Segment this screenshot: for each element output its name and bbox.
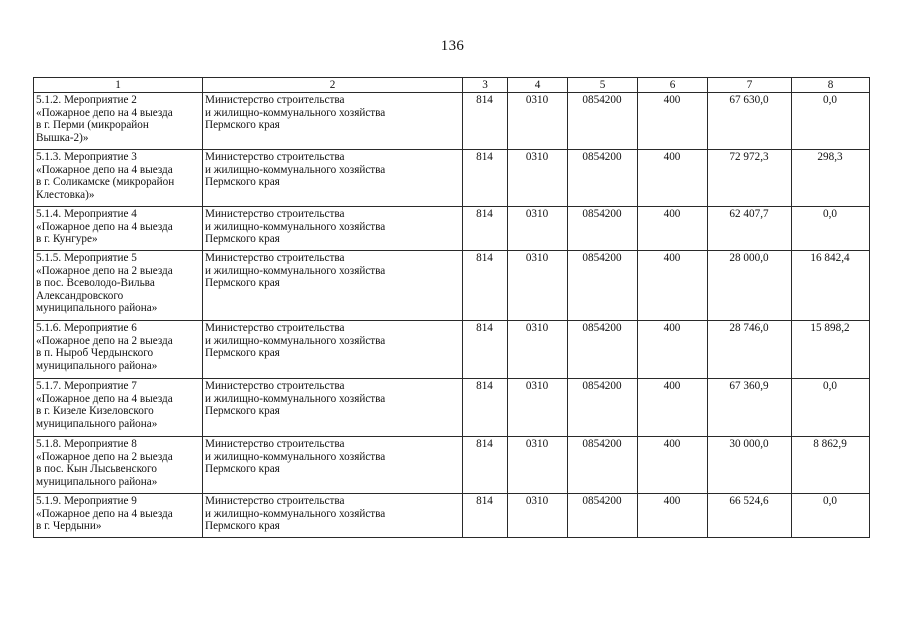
amount-cell-7: 28 746,0 bbox=[708, 321, 792, 379]
amount-cell-7: 62 407,7 bbox=[708, 207, 792, 251]
department-cell: Министерство строительства и жилищно-коммунального хозяйства Пермского края bbox=[203, 494, 463, 538]
header-cell-5: 5 bbox=[568, 78, 638, 93]
activity-name-cell: 5.1.5. Мероприятие 5 «Пожарное депо на 2 выезда в пос. Всеволодо-Вильва Александровского муниципального района» bbox=[34, 251, 203, 321]
code-cell-6: 400 bbox=[638, 494, 708, 538]
code-cell-3: 814 bbox=[463, 207, 508, 251]
table-row bbox=[34, 437, 870, 494]
code-cell-5: 0854200 bbox=[568, 207, 638, 251]
code-cell-3: 814 bbox=[463, 379, 508, 437]
code-cell-6: 400 bbox=[638, 251, 708, 321]
code-cell-5: 0854200 bbox=[568, 251, 638, 321]
department-cell: Министерство строительства и жилищно-коммунального хозяйства Пермского края bbox=[203, 207, 463, 251]
amount-cell-7: 28 000,0 bbox=[708, 251, 792, 321]
code-cell-4: 0310 bbox=[508, 379, 568, 437]
code-cell-4: 0310 bbox=[508, 207, 568, 251]
code-cell-6: 400 bbox=[638, 150, 708, 207]
code-cell-6: 400 bbox=[638, 207, 708, 251]
activity-name-cell: 5.1.4. Мероприятие 4 «Пожарное депо на 4 выезда в г. Кунгуре» bbox=[34, 207, 203, 251]
budget-table bbox=[33, 77, 870, 538]
code-cell-3: 814 bbox=[463, 321, 508, 379]
amount-cell-8: 0,0 bbox=[792, 207, 870, 251]
amount-cell-8: 298,3 bbox=[792, 150, 870, 207]
code-cell-5: 0854200 bbox=[568, 494, 638, 538]
code-cell-4: 0310 bbox=[508, 494, 568, 538]
department-cell: Министерство строительства и жилищно-коммунального хозяйства Пермского края bbox=[203, 150, 463, 207]
code-cell-5: 0854200 bbox=[568, 437, 638, 494]
department-cell: Министерство строительства и жилищно-коммунального хозяйства Пермского края bbox=[203, 93, 463, 150]
amount-cell-7: 30 000,0 bbox=[708, 437, 792, 494]
amount-cell-7: 72 972,3 bbox=[708, 150, 792, 207]
code-cell-6: 400 bbox=[638, 437, 708, 494]
page-number: 136 bbox=[440, 38, 465, 54]
table-row bbox=[34, 321, 870, 379]
code-cell-3: 814 bbox=[463, 93, 508, 150]
table-row bbox=[34, 93, 870, 150]
code-cell-4: 0310 bbox=[508, 251, 568, 321]
table-row bbox=[34, 150, 870, 207]
code-cell-3: 814 bbox=[463, 494, 508, 538]
amount-cell-7: 67 630,0 bbox=[708, 93, 792, 150]
amount-cell-7: 66 524,6 bbox=[708, 494, 792, 538]
table-row bbox=[34, 494, 870, 538]
code-cell-5: 0854200 bbox=[568, 321, 638, 379]
header-cell-2: 2 bbox=[203, 78, 463, 93]
table-row bbox=[34, 251, 870, 321]
activity-name-cell: 5.1.2. Мероприятие 2 «Пожарное депо на 4 выезда в г. Перми (микрорайон Вышка-2)» bbox=[34, 93, 203, 150]
code-cell-4: 0310 bbox=[508, 93, 568, 150]
header-cell-6: 6 bbox=[638, 78, 708, 93]
amount-cell-8: 0,0 bbox=[792, 379, 870, 437]
header-cell-3: 3 bbox=[463, 78, 508, 93]
header-cell-8: 8 bbox=[792, 78, 870, 93]
amount-cell-8: 8 862,9 bbox=[792, 437, 870, 494]
header-cell-1: 1 bbox=[34, 78, 203, 93]
activity-name-cell: 5.1.3. Мероприятие 3 «Пожарное депо на 4 выезда в г. Соликамске (микрорайон Клестовка)» bbox=[34, 150, 203, 207]
department-cell: Министерство строительства и жилищно-коммунального хозяйства Пермского края bbox=[203, 379, 463, 437]
code-cell-3: 814 bbox=[463, 150, 508, 207]
activity-name-cell: 5.1.8. Мероприятие 8 «Пожарное депо на 2 выезда в пос. Кын Лысьвенского муниципального района» bbox=[34, 437, 203, 494]
code-cell-3: 814 bbox=[463, 437, 508, 494]
code-cell-6: 400 bbox=[638, 379, 708, 437]
header-cell-7: 7 bbox=[708, 78, 792, 93]
department-cell: Министерство строительства и жилищно-коммунального хозяйства Пермского края bbox=[203, 437, 463, 494]
code-cell-5: 0854200 bbox=[568, 379, 638, 437]
code-cell-4: 0310 bbox=[508, 150, 568, 207]
amount-cell-8: 0,0 bbox=[792, 494, 870, 538]
activity-name-cell: 5.1.9. Мероприятие 9 «Пожарное депо на 4 выезда в г. Чердыни» bbox=[34, 494, 203, 538]
code-cell-6: 400 bbox=[638, 93, 708, 150]
amount-cell-7: 67 360,9 bbox=[708, 379, 792, 437]
header-row bbox=[34, 78, 870, 93]
department-cell: Министерство строительства и жилищно-коммунального хозяйства Пермского края bbox=[203, 251, 463, 321]
amount-cell-8: 0,0 bbox=[792, 93, 870, 150]
activity-name-cell: 5.1.7. Мероприятие 7 «Пожарное депо на 4 выезда в г. Кизеле Кизеловского муниципального района» bbox=[34, 379, 203, 437]
amount-cell-8: 15 898,2 bbox=[792, 321, 870, 379]
activity-name-cell: 5.1.6. Мероприятие 6 «Пожарное депо на 2 выезда в п. Ныроб Чердынского муниципального района» bbox=[34, 321, 203, 379]
department-cell: Министерство строительства и жилищно-коммунального хозяйства Пермского края bbox=[203, 321, 463, 379]
code-cell-6: 400 bbox=[638, 321, 708, 379]
code-cell-3: 814 bbox=[463, 251, 508, 321]
table-row bbox=[34, 207, 870, 251]
code-cell-5: 0854200 bbox=[568, 93, 638, 150]
amount-cell-8: 16 842,4 bbox=[792, 251, 870, 321]
table-row bbox=[34, 379, 870, 437]
code-cell-4: 0310 bbox=[508, 437, 568, 494]
code-cell-5: 0854200 bbox=[568, 150, 638, 207]
header-cell-4: 4 bbox=[508, 78, 568, 93]
code-cell-4: 0310 bbox=[508, 321, 568, 379]
